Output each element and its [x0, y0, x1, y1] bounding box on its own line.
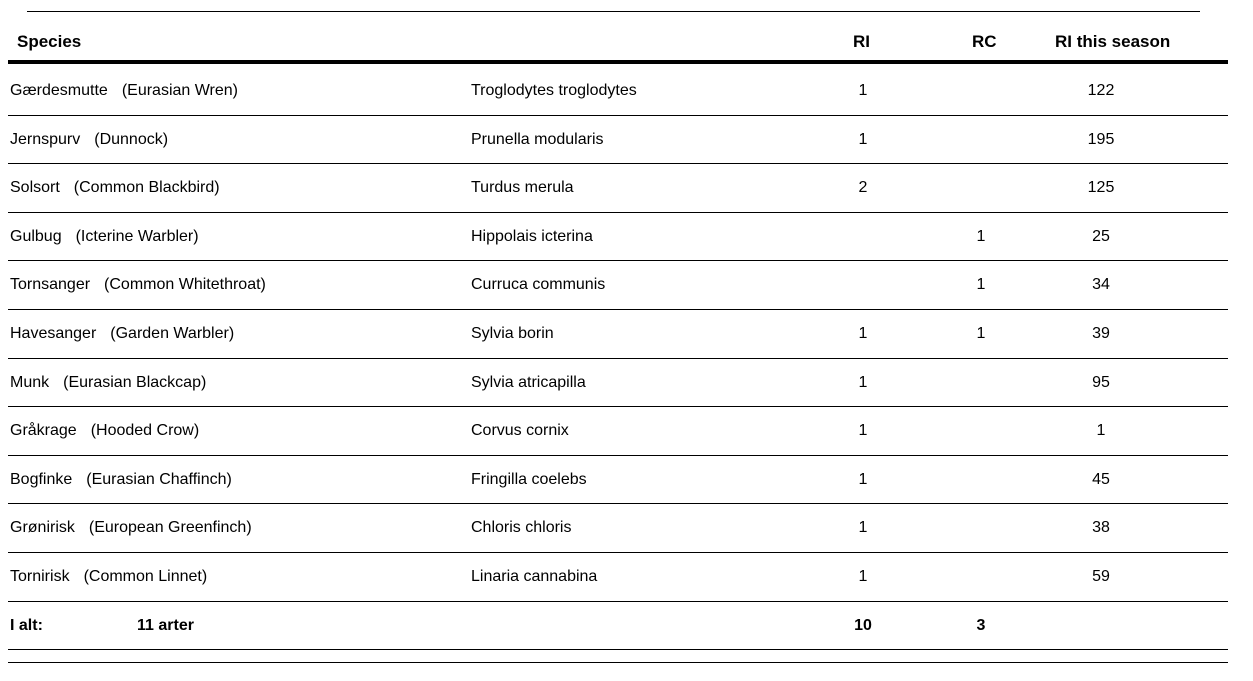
- ri-season-value: 195: [1087, 130, 1115, 148]
- common-name: (Eurasian Blackcap): [63, 373, 207, 391]
- species-name-cell: [10, 518, 252, 538]
- table-header: [8, 12, 1228, 62]
- common-name: (Eurasian Wren): [121, 82, 238, 99]
- ri-value: 2: [858, 179, 868, 197]
- local-name: Solsort: [10, 179, 60, 197]
- table-row: [8, 553, 1228, 602]
- common-name: (Eurasian Chaffinch): [86, 470, 232, 488]
- rc-value: 1: [976, 276, 986, 294]
- ri-value: 1: [858, 82, 868, 99]
- table-body: [8, 67, 1228, 650]
- header-ri-season: RI this season: [1055, 32, 1171, 51]
- species-name-cell: [10, 130, 168, 150]
- ri-value: 1: [858, 373, 868, 391]
- table-row: [8, 407, 1228, 456]
- rc-value: 1: [976, 324, 986, 342]
- species-name-cell: [10, 81, 238, 101]
- ri-value: 1: [858, 519, 868, 537]
- local-name: Jernspurv: [10, 130, 81, 148]
- latin-name: Troglodytes troglodytes: [471, 82, 637, 99]
- ri-value: 1: [858, 470, 868, 488]
- total-rc: 3: [976, 616, 986, 634]
- total-label: I alt:: [10, 616, 43, 634]
- ri-season-value: 122: [1087, 82, 1115, 99]
- species-name-cell: [10, 470, 232, 490]
- local-name: Munk: [10, 373, 50, 391]
- common-name: (Common Linnet): [83, 567, 208, 585]
- species-name-cell: [10, 421, 199, 441]
- ri-value: 1: [858, 130, 868, 148]
- common-name: (Garden Warbler): [110, 324, 235, 342]
- species-name-cell: [10, 567, 207, 587]
- table-row: [8, 67, 1228, 116]
- ri-value: 1: [858, 324, 868, 342]
- common-name: (Hooded Crow): [90, 422, 200, 440]
- ri-value: 1: [858, 567, 868, 585]
- local-name: Grønirisk: [10, 519, 75, 537]
- header-rc: RC: [972, 32, 997, 51]
- ri-season-value: 1: [1096, 422, 1106, 440]
- ri-season-value: 59: [1092, 567, 1110, 585]
- species-name-cell: [10, 373, 206, 393]
- local-name: Gærdesmutte: [10, 82, 108, 99]
- latin-name: Curruca communis: [471, 276, 606, 294]
- ri-season-value: 95: [1092, 373, 1110, 391]
- table-row: [8, 213, 1228, 262]
- ri-season-value: 25: [1092, 227, 1110, 245]
- table-row: [8, 504, 1228, 553]
- total-row: [8, 602, 1228, 651]
- species-name-cell: [10, 178, 220, 198]
- latin-name: Corvus cornix: [471, 422, 569, 440]
- header-species: Species: [17, 32, 82, 51]
- local-name: Bogfinke: [10, 470, 73, 488]
- latin-name: Sylvia atricapilla: [471, 373, 586, 391]
- common-name: (Icterine Warbler): [75, 227, 199, 245]
- ri-season-value: 125: [1087, 179, 1115, 197]
- latin-name: Chloris chloris: [471, 519, 572, 537]
- table-row: [8, 164, 1228, 213]
- ri-season-value: 39: [1092, 324, 1110, 342]
- total-ri: 10: [854, 616, 872, 634]
- table-row: [8, 116, 1228, 165]
- latin-name: Sylvia borin: [471, 324, 554, 342]
- common-name: (Dunnock): [94, 130, 169, 148]
- local-name: Gulbug: [10, 227, 62, 245]
- local-name: Tornirisk: [10, 567, 70, 585]
- latin-name: Turdus merula: [471, 179, 574, 197]
- local-name: Gråkrage: [10, 422, 77, 440]
- ri-season-value: 45: [1092, 470, 1110, 488]
- latin-name: Fringilla coelebs: [471, 470, 587, 488]
- species-name-cell: [10, 275, 266, 295]
- common-name: (Common Whitethroat): [104, 276, 266, 294]
- local-name: Havesanger: [10, 324, 97, 342]
- table-row: [8, 261, 1228, 310]
- latin-name: Hippolais icterina: [471, 227, 593, 245]
- header-underline: [8, 60, 1228, 64]
- table-row: [8, 310, 1228, 359]
- ri-season-value: 38: [1092, 519, 1110, 537]
- rc-value: 1: [976, 227, 986, 245]
- local-name: Tornsanger: [10, 276, 91, 294]
- ri-value: 1: [858, 422, 868, 440]
- ri-season-value: 34: [1092, 276, 1110, 294]
- latin-name: Prunella modularis: [471, 130, 604, 148]
- total-species-count: 11 arter: [137, 616, 194, 634]
- table-row: [8, 456, 1228, 505]
- latin-name: Linaria cannabina: [471, 567, 598, 585]
- header-ri: RI: [853, 32, 870, 51]
- species-name-cell: [10, 227, 199, 247]
- common-name: (European Greenfinch): [88, 519, 252, 537]
- bottom-rule: [8, 662, 1228, 663]
- table-row: [8, 359, 1228, 408]
- common-name: (Common Blackbird): [73, 179, 220, 197]
- species-name-cell: [10, 324, 234, 344]
